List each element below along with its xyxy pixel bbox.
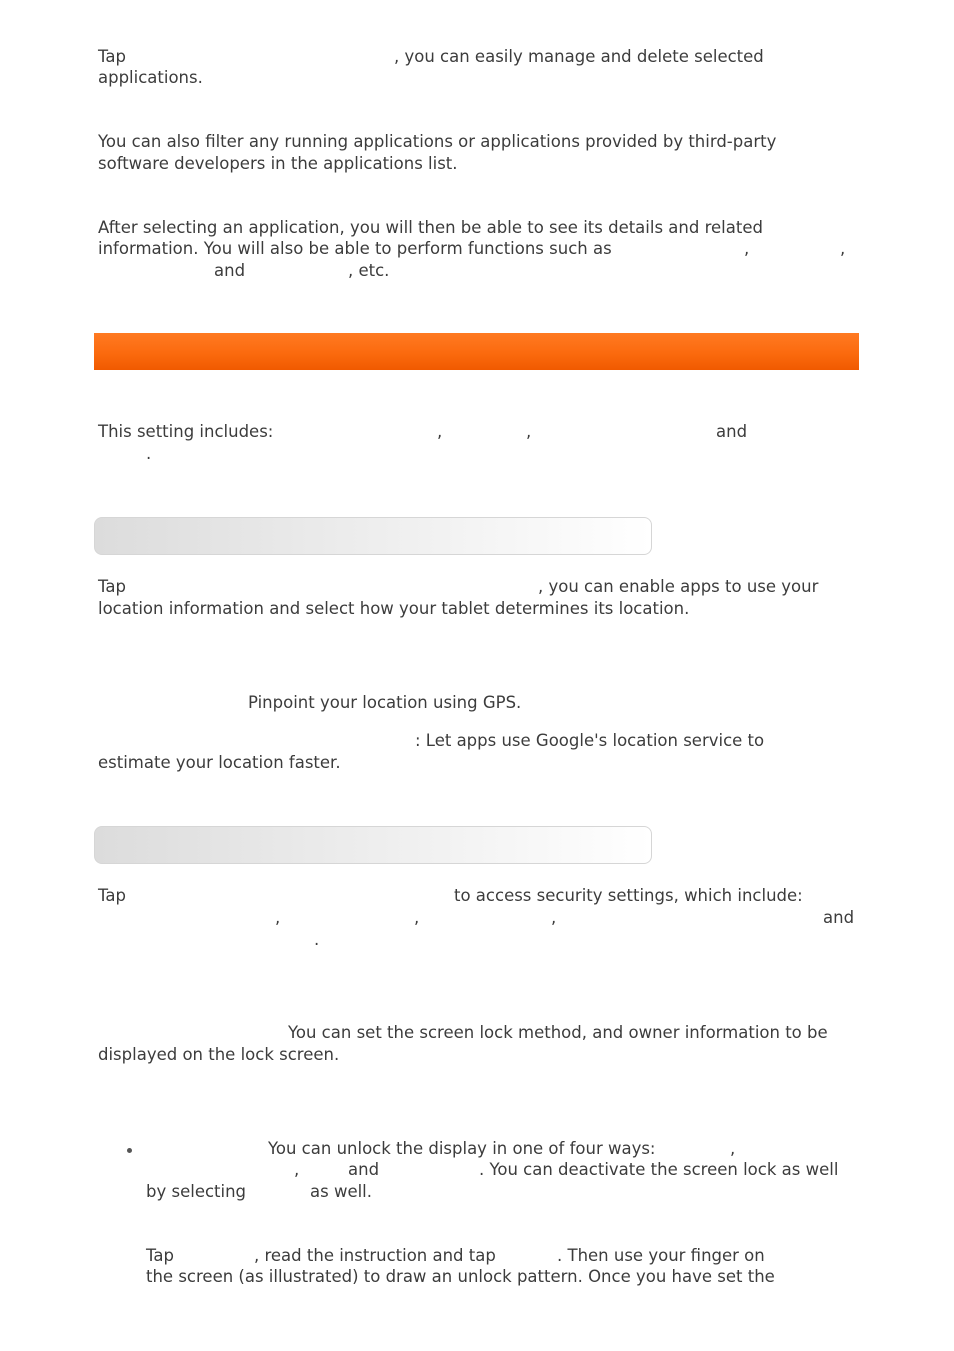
section-heading-bar bbox=[94, 333, 859, 370]
apps-details-line1: After selecting an application, you will then be able to see its details and related bbox=[98, 218, 763, 237]
pattern-read-instruction: , read the instruction and tap bbox=[254, 1246, 496, 1265]
personal-and: and bbox=[716, 422, 748, 441]
apps-tap-word: Tap bbox=[98, 47, 126, 66]
apps-details-line2: information. You will also be able to perform functions such as bbox=[98, 239, 612, 258]
pattern-line2: the screen (as illustrated) to draw an unlock pattern. Once you have set the bbox=[146, 1267, 775, 1286]
pattern-tap-word: Tap bbox=[146, 1246, 174, 1265]
bullet-icon bbox=[127, 1148, 132, 1153]
personal-comma1: , bbox=[437, 422, 443, 441]
screen-lock-line2: displayed on the lock screen. bbox=[98, 1045, 340, 1064]
security-comma2: , bbox=[414, 908, 420, 927]
location-enable-text: , you can enable apps to use your bbox=[538, 577, 819, 596]
personal-period: . bbox=[146, 444, 152, 463]
apps-details-comma1: , bbox=[744, 239, 750, 258]
unlock-deactivate-text: . You can deactivate the screen lock as well bbox=[479, 1160, 839, 1179]
security-period: . bbox=[314, 930, 320, 949]
personal-includes-text: This setting includes: bbox=[98, 422, 274, 441]
security-comma3: , bbox=[551, 908, 557, 927]
unlock-by-selecting: by selecting bbox=[146, 1182, 247, 1201]
personal-comma2: , bbox=[526, 422, 532, 441]
location-google-text: : Let apps use Google's location service to bbox=[415, 731, 765, 750]
apps-filter-line2: software developers in the applications list. bbox=[98, 154, 458, 173]
security-and: and bbox=[823, 908, 855, 927]
apps-filter-line1: You can also filter any running applications or applications provided by third-party bbox=[98, 132, 777, 151]
location-google-line2: estimate your location faster. bbox=[98, 753, 341, 772]
screen-lock-line1: You can set the screen lock method, and owner information to be bbox=[288, 1023, 828, 1042]
unlock-ways-comma: , bbox=[730, 1139, 736, 1158]
unlock-line2-comma: , bbox=[294, 1160, 300, 1179]
location-gps-text: Pinpoint your location using GPS. bbox=[248, 693, 522, 712]
security-tap-word: Tap bbox=[98, 886, 126, 905]
apps-manage-text: , you can easily manage and delete selected bbox=[394, 47, 764, 66]
unlock-as-well: as well. bbox=[310, 1182, 373, 1201]
security-comma1: , bbox=[275, 908, 281, 927]
apps-details-and: and bbox=[214, 261, 246, 280]
unlock-ways-text: You can unlock the display in one of four ways: bbox=[268, 1139, 656, 1158]
unlock-line2-and: and bbox=[348, 1160, 380, 1179]
pattern-use-finger: . Then use your finger on bbox=[557, 1246, 765, 1265]
location-info-line2: location information and select how your tablet determines its location. bbox=[98, 599, 690, 618]
security-subheading-box bbox=[94, 826, 652, 864]
location-subheading-box bbox=[94, 517, 652, 555]
location-tap-word: Tap bbox=[98, 577, 126, 596]
apps-details-comma2: , bbox=[840, 239, 846, 258]
apps-applications-text: applications. bbox=[98, 68, 203, 87]
apps-details-etc: , etc. bbox=[348, 261, 390, 280]
security-access-text: to access security settings, which include: bbox=[454, 886, 803, 905]
